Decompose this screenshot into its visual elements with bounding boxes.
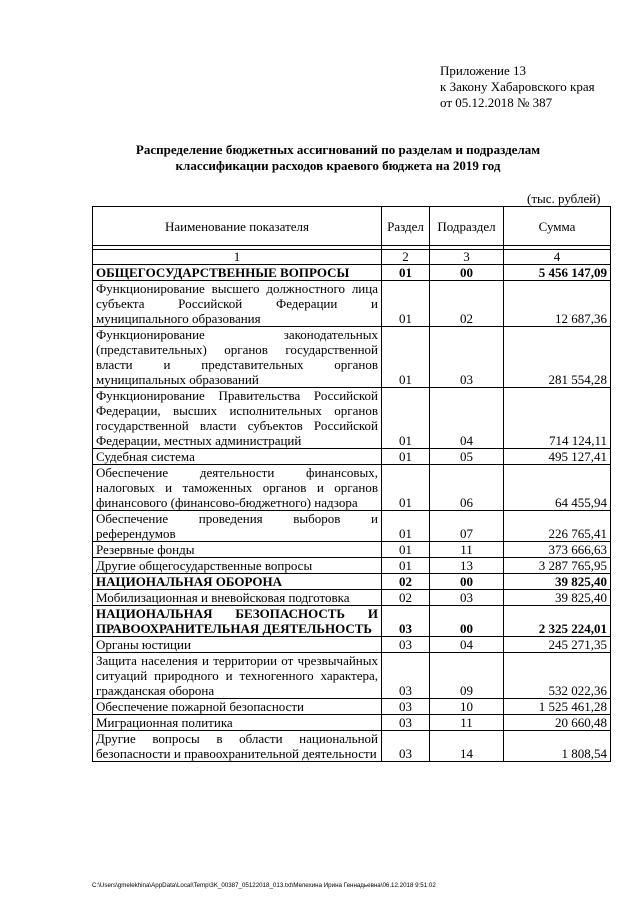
- row-section: 02: [382, 574, 430, 590]
- table-row: [93, 699, 611, 715]
- row-section: 01: [382, 449, 430, 465]
- row-section: 03: [382, 653, 430, 699]
- row-name: Мобилизационная и вневойсковая подготовка: [93, 590, 382, 606]
- row-name: Другие вопросы в области национальной безопасности и правоохранительной деятельности: [93, 731, 382, 762]
- col-number-2: 2: [382, 250, 430, 265]
- row-name: Другие общегосударственные вопросы: [93, 558, 382, 574]
- row-name: НАЦИОНАЛЬНАЯ БЕЗОПАСНОСТЬ И ПРАВООХРАНИТЕЛЬНАЯ ДЕЯТЕЛЬНОСТЬ: [93, 606, 382, 637]
- document-title-line1: Распределение бюджетных ассигнований по разделам и подразделам: [135, 142, 541, 157]
- row-amount: 226 765,41: [504, 511, 611, 542]
- table-row: [93, 574, 611, 590]
- document-title-line2: классификации расходов краевого бюджета на 2019 год: [175, 158, 501, 173]
- row-section: 01: [382, 558, 430, 574]
- row-section: 01: [382, 465, 430, 511]
- row-amount: 495 127,41: [504, 449, 611, 465]
- appendix-law: к Закону Хабаровского края: [440, 79, 595, 94]
- row-section: 03: [382, 606, 430, 637]
- row-amount: 5 456 147,09: [504, 265, 611, 281]
- row-section: 01: [382, 511, 430, 542]
- row-amount: 245 271,35: [504, 637, 611, 653]
- table-row: [93, 542, 611, 558]
- table-row: [93, 715, 611, 731]
- row-section: 03: [382, 731, 430, 762]
- col-number-1: 1: [93, 250, 382, 265]
- budget-table: [92, 206, 611, 762]
- row-amount: 281 554,28: [504, 327, 611, 388]
- row-name: Органы юстиции: [93, 637, 382, 653]
- row-subsection: 11: [430, 542, 504, 558]
- row-section: 01: [382, 542, 430, 558]
- row-amount: 714 124,11: [504, 388, 611, 449]
- row-subsection: 09: [430, 653, 504, 699]
- document-title: [100, 142, 576, 174]
- row-amount: 1 808,54: [504, 731, 611, 762]
- row-section: 03: [382, 715, 430, 731]
- appendix-header: [440, 63, 635, 111]
- row-amount: 2 325 224,01: [504, 606, 611, 637]
- row-amount: 39 825,40: [504, 574, 611, 590]
- table-row: [93, 606, 611, 637]
- table-row: [93, 653, 611, 699]
- row-amount: 1 525 461,28: [504, 699, 611, 715]
- header-amount: Сумма: [504, 207, 611, 246]
- row-section: 03: [382, 699, 430, 715]
- file-path-footer: C:\Users\gmelekhina\AppData\Local\Temp\3K_00387_05122018_013.txt\Мелехина Ирина Геннадьевна\06.12.2018 9:51:02: [92, 882, 436, 889]
- header-section: Раздел: [382, 207, 430, 246]
- row-amount: 3 287 765,95: [504, 558, 611, 574]
- table-row: [93, 590, 611, 606]
- row-name: Обеспечение деятельности финансовых, налоговых и таможенных органов и органов финансового (финансово-бюджетного) надзора: [93, 465, 382, 511]
- table-row: [93, 511, 611, 542]
- row-subsection: 00: [430, 265, 504, 281]
- table-row: [93, 731, 611, 762]
- header-subsection: Подраздел: [430, 207, 504, 246]
- row-subsection: 04: [430, 388, 504, 449]
- row-subsection: 14: [430, 731, 504, 762]
- row-name: Обеспечение проведения выборов и референдумов: [93, 511, 382, 542]
- units-label: (тыс. рублей): [527, 191, 601, 206]
- row-subsection: 00: [430, 574, 504, 590]
- row-amount: 64 455,94: [504, 465, 611, 511]
- row-amount: 12 687,36: [504, 281, 611, 327]
- table-row: [93, 558, 611, 574]
- header-name: Наименование показателя: [93, 207, 382, 246]
- row-name: Функционирование высшего должностного лица субъекта Российской Федерации и муниципального образования: [93, 281, 382, 327]
- row-section: 01: [382, 281, 430, 327]
- row-amount: 373 666,63: [504, 542, 611, 558]
- table-row: [93, 637, 611, 653]
- col-number-4: 4: [504, 250, 611, 265]
- table-row: [93, 449, 611, 465]
- table-header-row: [93, 207, 611, 246]
- row-name: Защита населения и территории от чрезвычайных ситуаций природного и техногенного характера, гражданская оборона: [93, 653, 382, 699]
- row-section: 01: [382, 265, 430, 281]
- table-row: [93, 465, 611, 511]
- row-subsection: 07: [430, 511, 504, 542]
- col-number-3: 3: [430, 250, 504, 265]
- appendix-date: от 05.12.2018 № 387: [440, 95, 553, 110]
- row-section: 01: [382, 388, 430, 449]
- row-subsection: 10: [430, 699, 504, 715]
- row-name: Функционирование Правительства Российской Федерации, высших исполнительных органов государственной власти субъектов Российской Федерации, местных администраций: [93, 388, 382, 449]
- row-subsection: 04: [430, 637, 504, 653]
- row-section: 02: [382, 590, 430, 606]
- row-amount: 532 022,36: [504, 653, 611, 699]
- row-name: Судебная система: [93, 449, 382, 465]
- row-name: Миграционная политика: [93, 715, 382, 731]
- row-name: НАЦИОНАЛЬНАЯ ОБОРОНА: [93, 574, 382, 590]
- row-name: ОБЩЕГОСУДАРСТВЕННЫЕ ВОПРОСЫ: [93, 265, 382, 281]
- row-subsection: 13: [430, 558, 504, 574]
- row-name: Функционирование законодательных (представительных) органов государственной власти и представительных органов муниципальных образований: [93, 327, 382, 388]
- row-name: Обеспечение пожарной безопасности: [93, 699, 382, 715]
- row-subsection: 02: [430, 281, 504, 327]
- table-row: [93, 388, 611, 449]
- row-subsection: 03: [430, 327, 504, 388]
- row-name: Резервные фонды: [93, 542, 382, 558]
- table-row: [93, 265, 611, 281]
- row-section: 01: [382, 327, 430, 388]
- row-subsection: 00: [430, 606, 504, 637]
- row-subsection: 03: [430, 590, 504, 606]
- row-subsection: 06: [430, 465, 504, 511]
- budget-table-body: [93, 265, 611, 762]
- row-section: 03: [382, 637, 430, 653]
- column-number-row: [93, 250, 611, 265]
- row-amount: 20 660,48: [504, 715, 611, 731]
- appendix-number: Приложение 13: [440, 63, 527, 78]
- row-amount: 39 825,40: [504, 590, 611, 606]
- row-subsection: 11: [430, 715, 504, 731]
- row-subsection: 05: [430, 449, 504, 465]
- table-row: [93, 281, 611, 327]
- table-row: [93, 327, 611, 388]
